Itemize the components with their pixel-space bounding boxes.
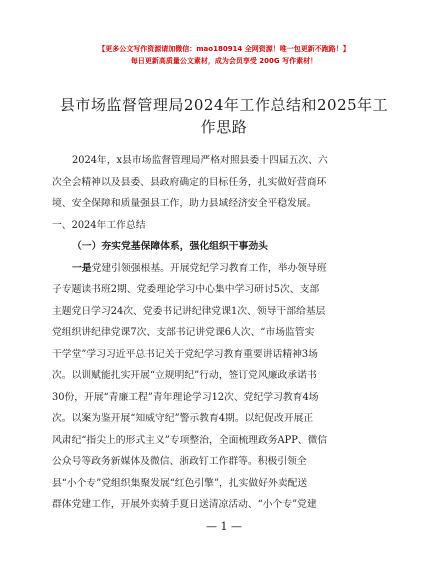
body-line: 群体党建工作，开展外卖骑手夏日送清凉活动、“小个专”党建 (52, 499, 317, 510)
title-line-2: 作思路 (200, 118, 248, 136)
body-line: 干学堂”学习习近平总书记关于党纪学习教育重要讲话精神3场 (52, 348, 318, 360)
body-line: 主题党日学习24次、党委书记讲纪律党课1次、领导干部给基层 (52, 305, 326, 317)
body-line: 党组织讲纪律党课7次、支部书记讲党课6人次、“市场监管实 (52, 327, 315, 338)
body-line: 30份，开展“青廉工程”青年理论学习12次、党纪学习教育4场 (52, 391, 319, 403)
body-line: 子专题读书班2期、党委理论学习中心集中学习研讨5次、支部 (52, 284, 320, 295)
body-line: 风肃纪“指尖上的形式主义”专项整治，全面梳理政务APP、微信 (52, 434, 328, 446)
body-line: 次。以训赋能扎实开展“立规明纪”行动，签订党风廉政承诺书 (52, 370, 317, 381)
body-line: 公众号等政务新媒体及微信、浙政钉工作群等。积极引领全 (52, 456, 307, 467)
promo-banner-line1: 【更多公文写作资源请加微信：mao180914 全网资源！唯一包更新不跑路！】 (98, 45, 350, 53)
section-heading: 一、2024年工作总结 (52, 219, 146, 231)
subsection-heading: （一）夯实党基保障体系，强化组织干事劲头 (72, 241, 268, 252)
body-line: 境、安全保障和质量强县工作，助力县域经济安全平稳发展。 (52, 198, 317, 209)
document-title (52, 94, 396, 138)
promo-banner (0, 44, 448, 66)
document-body (52, 150, 402, 516)
promo-banner-line2: 每日更新高质量公文素材，成为会员享受 200G 写作素材！ (130, 57, 318, 65)
point-marker: 一是 (72, 262, 92, 274)
body-line: 次。以案为鉴开展“知威守纪”警示教育4期。以纪促改开展正 (52, 413, 314, 424)
body-line: 一是党建引领强根基。开展党纪学习教育工作，举办领导班 (72, 262, 327, 274)
page-number: — 1 — (206, 520, 242, 533)
body-line: 县“小个专”党组织集聚发展“红色引擎”，扎实做好外卖配送 (52, 477, 308, 489)
body-line: 2024年，x县市场监督管理局严格对照县委十四届五次、六 (72, 155, 328, 166)
title-line-1: 县市场监督管理局2024年工作总结和2025年工 (59, 96, 389, 114)
body-line: 次全会精神以及县委、县政府确定的目标任务，扎实做好营商环 (52, 176, 327, 188)
